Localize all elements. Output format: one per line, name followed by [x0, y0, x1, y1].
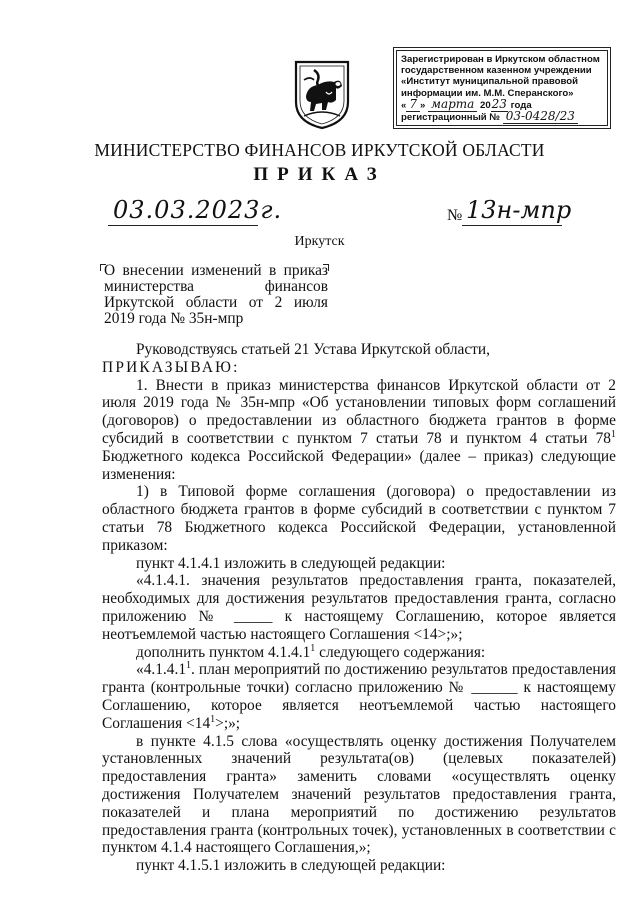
stamp-line: Зарегистрирован в Иркутском областном: [401, 54, 600, 65]
subject-line-2: [104, 279, 328, 295]
preamble: Руководствуясь статьей 21 Устава Иркутской области,: [136, 341, 490, 358]
order-number: 13н-мпр: [466, 196, 572, 224]
number-underline: [462, 225, 562, 226]
paragraph-text: следующего содержания:: [315, 643, 486, 661]
coat-of-arms-emblem: [292, 58, 352, 130]
stamp-reg-label: регистрационный №: [401, 112, 501, 124]
paragraph-text: дополнить пунктом 4.1.4.1: [136, 643, 311, 661]
stamp-reg-line: [401, 111, 603, 123]
ministry-title: МИНИСТЕРСТВО ФИНАНСОВ ИРКУТСКОЙ ОБЛАСТИ: [94, 140, 545, 160]
paragraph: [102, 644, 616, 662]
paragraph-text: Бюджетного кодекса Российской Федерации» (далее – приказ) следующие изменения:: [102, 447, 616, 483]
superscript: 1: [186, 660, 192, 672]
subject-word: финансов: [264, 278, 328, 295]
paragraph-text: . план мероприятий по достижению результатов предоставления гранта (контрольные точки) согласно приложению № ______ к настоящему Соглашению, которое является неотъемлемой частью настоящего Соглашения <14: [102, 661, 616, 732]
document-type: ПРИКАЗ: [253, 164, 386, 185]
superscript: 1: [310, 642, 316, 654]
paragraph: «4.1.4.1. значения результатов предоставления гранта, показателей, необходимых для достижения результатов предоставления гранта, согласно приложению № _____ к настоящему Соглашению, которое является неотъемлемой частью настоящего Соглашения <14>;»;: [102, 572, 616, 643]
subject-word: министерства: [104, 278, 194, 295]
paragraph-text: «4.1.4.1: [136, 661, 187, 679]
paragraph: [102, 377, 616, 484]
stamp-line: государственном казенном учреждении: [401, 65, 592, 77]
date-underline: [108, 225, 258, 226]
order-body: [102, 341, 616, 875]
order-subject: [104, 263, 328, 327]
superscript: 1: [210, 713, 216, 725]
stamp-year-word: года: [510, 99, 532, 111]
subject-line: 2019 года № 35н-мпр: [104, 310, 244, 327]
subject-line: О внесении изменений в приказ: [104, 262, 328, 279]
stamp-date-line: « 7 » марта 2023 года: [401, 96, 532, 111]
stamp-year-prefix: 20: [480, 99, 491, 111]
paragraph: 1) в Типовой форме соглашения (договора) о предоставлении из областного бюджета грантов в форме субсидий в соответствии с пунктом 7 статьи 78 Бюджетного кодекса Российской Федерации, установленной приказом:: [102, 483, 616, 554]
paragraph: [102, 661, 616, 732]
order-number-label: №: [447, 207, 463, 224]
city: Иркутск: [294, 234, 345, 249]
stamp-day: 7: [406, 97, 420, 112]
paragraph-text: 1. Внести в приказ министерства финансов Иркутской области от 2 июля 2019 года № 35н-мпр «Об установлении типовых форм соглашений (договоров) о предоставлении из областного бюджета грантов в форме субсидий в соответствии с пунктом 7 статьи 78 и пунктом 4 статьи 78: [102, 376, 616, 447]
stamp-year-suffix: 23: [491, 96, 507, 111]
order-date: 03.03.2023г.: [113, 196, 283, 224]
paragraph: в пункте 4.1.5 слова «осуществлять оценку достижения Получателем установленных значений результата(ов) (целевых показателей) предоставления гранта» заменить словами «осуществлять оценку достижения Получателем значений результатов предоставления гранта, показателей и плана мероприятий по достижению результатов предоставления гранта (контрольных точек), установленных в соответствии с пунктом 4.1.4 настоящего Соглашения,»;: [102, 732, 616, 857]
paragraph: пункт 4.1.4.1 изложить в следующей редакции:: [136, 554, 446, 572]
registration-stamp: [396, 50, 608, 126]
order-directive: ПРИКАЗЫВАЮ:: [102, 358, 240, 376]
subject-line: Иркутской области от 2 июля: [104, 294, 328, 311]
stamp-reg-number: 03-0428/23: [503, 109, 578, 124]
stamp-line: «Институт муниципальной правовой: [401, 76, 578, 88]
stamp-line: информации им. М.М. Сперанского»: [401, 87, 574, 99]
paragraph: пункт 4.1.5.1 изложить в следующей редакции:: [136, 857, 446, 875]
paragraph-text: >;»;: [215, 714, 241, 732]
stamp-month: марта: [428, 97, 477, 112]
superscript: 1: [611, 428, 616, 440]
